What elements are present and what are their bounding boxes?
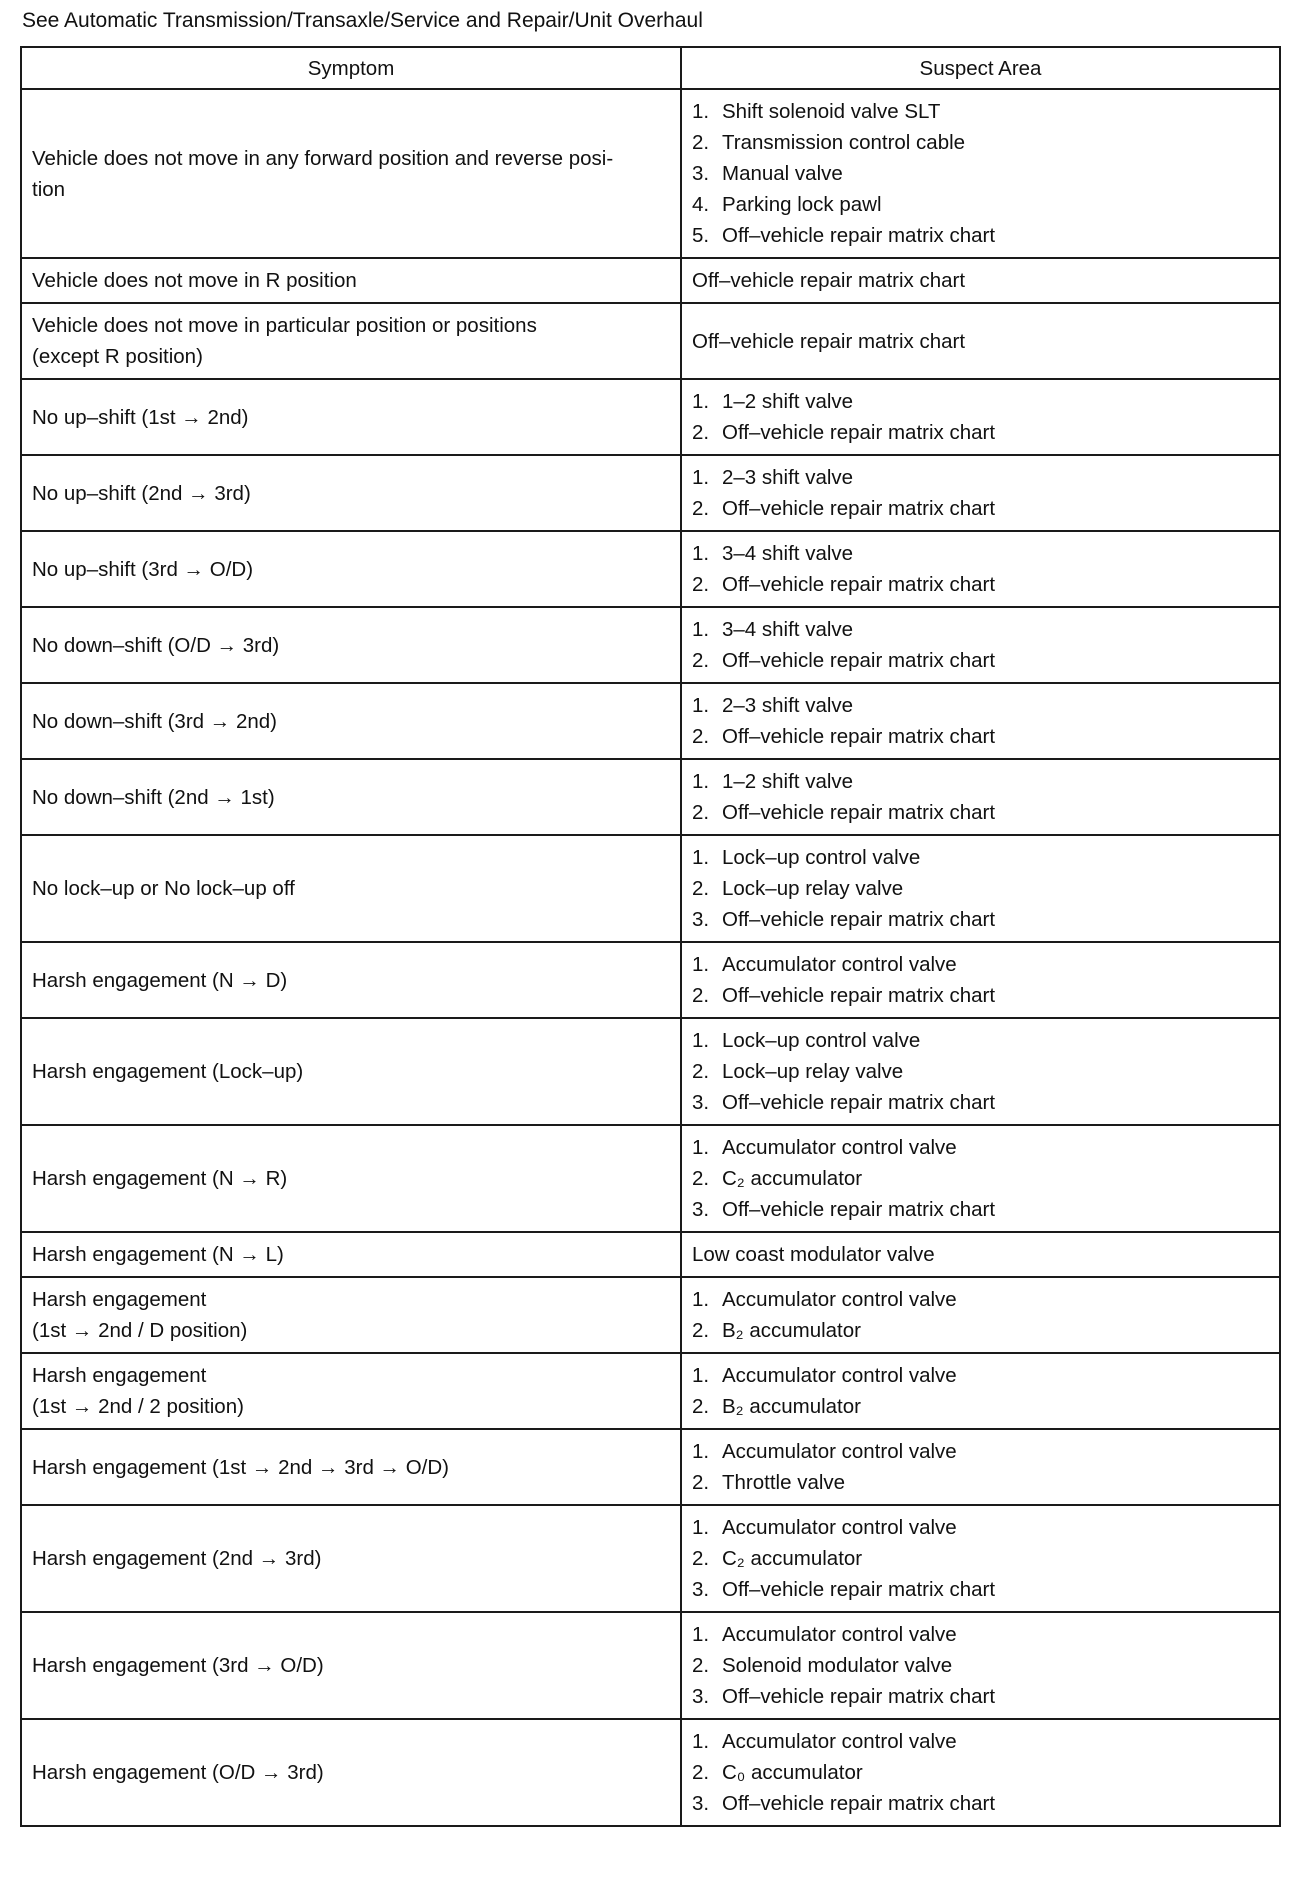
item-number: 3. (692, 1685, 710, 1708)
item-number: 3. (692, 1091, 710, 1114)
item-number: 1. (692, 1440, 710, 1463)
suspect-area-list (692, 614, 1269, 676)
item-number: 1. (692, 846, 710, 869)
item-number: 2. (692, 421, 710, 444)
suspect-area-list (692, 538, 1269, 600)
symptom-text: No down–shift (3rd → 2nd) (32, 709, 277, 733)
table-row (21, 531, 1280, 607)
suspect-area-text: Off–vehicle repair matrix chart (692, 269, 966, 292)
list-item (692, 1391, 1269, 1422)
suspect-area-text: Off–vehicle repair matrix chart (722, 984, 996, 1007)
table-row (21, 1232, 1280, 1277)
symptom-cell (21, 89, 681, 258)
suspect-area-cell (681, 835, 1280, 942)
item-number: 1. (692, 694, 710, 717)
table-row (21, 1719, 1280, 1826)
table-body (21, 89, 1280, 1826)
list-item (692, 1574, 1269, 1605)
suspect-area-cell (681, 303, 1280, 379)
item-number: 3. (692, 1198, 710, 1221)
suspect-area-cell (681, 379, 1280, 455)
list-item (692, 766, 1269, 797)
symptom-cell (21, 1612, 681, 1719)
table-row (21, 759, 1280, 835)
symptom-cell (21, 1018, 681, 1125)
suspect-area-list (692, 1436, 1269, 1498)
suspect-area-cell (681, 1125, 1280, 1232)
list-item (692, 1543, 1269, 1574)
list-item (692, 158, 1269, 189)
suspect-area-text: Lock–up relay valve (722, 1060, 904, 1083)
item-number: 2. (692, 573, 710, 596)
suspect-area-text: Accumulator control valve (722, 1623, 957, 1646)
symptom-text: Harsh engagement (N → D) (32, 968, 288, 992)
symptom-text: Harsh engagement (N → R) (32, 1167, 288, 1190)
suspect-area-list (692, 1360, 1269, 1422)
symptom-cell (21, 1125, 681, 1232)
suspect-area-text: Off–vehicle repair matrix chart (722, 573, 996, 596)
suspect-area-text: Throttle valve (722, 1471, 846, 1494)
suspect-area-cell (681, 89, 1280, 258)
table-row (21, 1505, 1280, 1612)
list-item (692, 690, 1269, 721)
item-number: 1. (692, 390, 710, 413)
suspect-area-text: B₂ accumulator (722, 1395, 861, 1418)
symptom-text: No up–shift (1st → 2nd) (32, 405, 249, 429)
symptom-text: (except R position) (32, 345, 203, 368)
suspect-area-text: Off–vehicle repair matrix chart (722, 497, 996, 520)
suspect-area-text: Off–vehicle repair matrix chart (722, 1198, 996, 1221)
list-item (692, 904, 1269, 935)
suspect-area-text: Accumulator control valve (722, 1440, 957, 1463)
symptom-cell (21, 1232, 681, 1277)
suspect-area-column-header: Suspect Area (681, 47, 1280, 89)
list-item (692, 842, 1269, 873)
suspect-area-cell (681, 1353, 1280, 1429)
list-item (692, 1650, 1269, 1681)
list-item (692, 569, 1269, 600)
suspect-area-text: Solenoid modulator valve (722, 1654, 953, 1677)
suspect-area-cell (681, 1505, 1280, 1612)
suspect-area-text: Lock–up control valve (722, 1029, 921, 1052)
suspect-area-text: C₂ accumulator (722, 1547, 863, 1570)
item-number: 2. (692, 1654, 710, 1677)
symptom-cell (21, 1429, 681, 1505)
suspect-area-text: Off–vehicle repair matrix chart (692, 329, 966, 353)
suspect-area-cell (681, 607, 1280, 683)
item-number: 1. (692, 770, 710, 793)
list-item (692, 189, 1269, 220)
table-row (21, 683, 1280, 759)
symptom-cell (21, 1505, 681, 1612)
symptom-cell (21, 258, 681, 303)
symptom-cell (21, 1353, 681, 1429)
item-number: 1. (692, 1730, 710, 1753)
suspect-area-text: Transmission control cable (722, 131, 966, 154)
table-row (21, 1612, 1280, 1719)
suspect-area-cell (681, 1277, 1280, 1353)
list-item (692, 614, 1269, 645)
suspect-area-list (692, 766, 1269, 828)
list-item (692, 1025, 1269, 1056)
suspect-area-list (692, 1726, 1269, 1819)
list-item (692, 220, 1269, 251)
symptom-text: Vehicle does not move in particular position or positions (32, 314, 537, 337)
suspect-area-list (692, 1284, 1269, 1346)
item-number: 1. (692, 1029, 710, 1052)
item-number: 2. (692, 1319, 710, 1342)
item-number: 1. (692, 100, 710, 123)
suspect-area-list (692, 1619, 1269, 1712)
item-number: 2. (692, 131, 710, 154)
suspect-area-text: Off–vehicle repair matrix chart (722, 1685, 996, 1708)
suspect-area-list (692, 462, 1269, 524)
suspect-area-text: 1–2 shift valve (722, 390, 854, 413)
suspect-area-text: Off–vehicle repair matrix chart (722, 1578, 996, 1601)
suspect-area-list (692, 96, 1269, 251)
suspect-area-text: Off–vehicle repair matrix chart (722, 801, 996, 824)
suspect-area-text: Accumulator control valve (722, 953, 957, 976)
item-number: 1. (692, 618, 710, 641)
suspect-area-text: Accumulator control valve (722, 1288, 957, 1311)
symptom-text: No up–shift (2nd → 3rd) (32, 481, 251, 505)
item-number: 2. (692, 1060, 710, 1083)
list-item (692, 645, 1269, 676)
list-item (692, 1194, 1269, 1225)
suspect-area-cell (681, 683, 1280, 759)
suspect-area-cell (681, 455, 1280, 531)
list-item (692, 1512, 1269, 1543)
suspect-area-cell (681, 1719, 1280, 1826)
item-number: 3. (692, 162, 710, 185)
table-header-row (21, 47, 1280, 89)
list-item (692, 1619, 1269, 1650)
item-number: 1. (692, 1288, 710, 1311)
item-number: 1. (692, 466, 710, 489)
suspect-area-cell (681, 531, 1280, 607)
item-number: 1. (692, 1623, 710, 1646)
table-row (21, 1277, 1280, 1353)
item-number: 1. (692, 1516, 710, 1539)
list-item (692, 980, 1269, 1011)
list-item (692, 127, 1269, 158)
list-item (692, 949, 1269, 980)
list-item (692, 1087, 1269, 1118)
suspect-area-text: Off–vehicle repair matrix chart (722, 421, 996, 444)
suspect-area-text: Off–vehicle repair matrix chart (722, 908, 996, 931)
suspect-area-text: Lock–up relay valve (722, 877, 904, 900)
symptom-text: Vehicle does not move in R position (32, 269, 357, 292)
symptom-text: No up–shift (3rd → O/D) (32, 557, 254, 581)
list-item (692, 1163, 1269, 1194)
list-item (692, 1132, 1269, 1163)
suspect-area-list (692, 1132, 1269, 1225)
suspect-area-text: 3–4 shift valve (722, 542, 854, 565)
list-item (692, 1360, 1269, 1391)
symptom-cell (21, 607, 681, 683)
symptom-cell (21, 303, 681, 379)
list-item (692, 1726, 1269, 1757)
table-row (21, 1353, 1280, 1429)
list-item (692, 721, 1269, 752)
table-row (21, 379, 1280, 455)
table-row (21, 89, 1280, 258)
list-item (692, 1436, 1269, 1467)
suspect-area-text: Lock–up control valve (722, 846, 921, 869)
item-number: 2. (692, 1761, 710, 1784)
table-row (21, 1429, 1280, 1505)
item-number: 5. (692, 224, 710, 247)
suspect-area-cell (681, 1232, 1280, 1277)
table-row (21, 303, 1280, 379)
table-row (21, 258, 1280, 303)
symptom-cell (21, 1277, 681, 1353)
list-item (692, 1681, 1269, 1712)
suspect-area-text: Parking lock pawl (722, 193, 882, 216)
symptom-text: Harsh engagement (1st → 2nd → 3rd → O/D) (32, 1455, 450, 1479)
suspect-area-text: C₂ accumulator (722, 1167, 863, 1190)
item-number: 2. (692, 1547, 710, 1570)
list-item (692, 1788, 1269, 1819)
list-item (692, 417, 1269, 448)
symptom-cell (21, 531, 681, 607)
item-number: 1. (692, 1364, 710, 1387)
item-number: 2. (692, 497, 710, 520)
symptom-cell (21, 1719, 681, 1826)
suspect-area-text: Off–vehicle repair matrix chart (722, 649, 996, 672)
suspect-area-list (692, 949, 1269, 1011)
symptom-text: No down–shift (2nd → 1st) (32, 785, 275, 809)
list-item (692, 1467, 1269, 1498)
item-number: 2. (692, 877, 710, 900)
list-item (692, 538, 1269, 569)
symptom-text: Vehicle does not move in any forward position and reverse posi- (32, 146, 614, 170)
table-row (21, 607, 1280, 683)
list-item (692, 1757, 1269, 1788)
symptom-text: Harsh engagement (N → L) (32, 1243, 284, 1266)
table-row (21, 835, 1280, 942)
suspect-area-list (692, 842, 1269, 935)
table-row (21, 942, 1280, 1018)
suspect-area-text: Off–vehicle repair matrix chart (722, 1792, 996, 1815)
symptom-text: Harsh engagement (Lock–up) (32, 1060, 304, 1083)
list-item (692, 493, 1269, 524)
symptom-text: Harsh engagement (32, 1288, 207, 1311)
symptom-cell (21, 379, 681, 455)
symptom-text: Harsh engagement (3rd → O/D) (32, 1654, 324, 1677)
item-number: 3. (692, 1578, 710, 1601)
item-number: 2. (692, 1167, 710, 1190)
item-number: 1. (692, 953, 710, 976)
suspect-area-cell (681, 942, 1280, 1018)
symptom-text: Harsh engagement (32, 1364, 207, 1387)
suspect-area-text: C₀ accumulator (722, 1761, 863, 1784)
suspect-area-cell (681, 1612, 1280, 1719)
suspect-area-text: Off–vehicle repair matrix chart (722, 224, 996, 247)
suspect-area-text: Accumulator control valve (722, 1730, 957, 1753)
item-number: 2. (692, 801, 710, 824)
list-item (692, 797, 1269, 828)
suspect-area-text: Accumulator control valve (722, 1364, 957, 1387)
item-number: 2. (692, 1471, 710, 1494)
suspect-area-text: 2–3 shift valve (722, 466, 854, 489)
suspect-area-text: 3–4 shift valve (722, 618, 854, 641)
symptom-text: (1st → 2nd / 2 position) (32, 1395, 244, 1418)
symptom-text: No lock–up or No lock–up off (32, 877, 295, 900)
suspect-area-text: 2–3 shift valve (722, 694, 854, 717)
list-item (692, 1284, 1269, 1315)
list-item (692, 1056, 1269, 1087)
symptom-text: No down–shift (O/D → 3rd) (32, 633, 280, 657)
item-number: 2. (692, 984, 710, 1007)
suspect-area-list (692, 1025, 1269, 1118)
symptom-cell (21, 683, 681, 759)
suspect-area-text: Accumulator control valve (722, 1516, 957, 1539)
symptom-text: Harsh engagement (2nd → 3rd) (32, 1547, 322, 1570)
item-number: 3. (692, 908, 710, 931)
suspect-area-list (692, 690, 1269, 752)
symptom-text: (1st → 2nd / D position) (32, 1319, 248, 1342)
suspect-area-text: 1–2 shift valve (722, 770, 854, 793)
suspect-area-text: Off–vehicle repair matrix chart (722, 725, 996, 748)
symptom-cell (21, 942, 681, 1018)
suspect-area-cell (681, 1429, 1280, 1505)
suspect-area-text: Low coast modulator valve (692, 1243, 935, 1266)
item-number: 2. (692, 725, 710, 748)
table-row (21, 1018, 1280, 1125)
suspect-area-list (692, 1512, 1269, 1605)
symptom-cell (21, 835, 681, 942)
item-number: 2. (692, 1395, 710, 1418)
page-caption: See Automatic Transmission/Transaxle/Service and Repair/Unit Overhaul (22, 9, 703, 32)
list-item (692, 873, 1269, 904)
suspect-area-text: Shift solenoid valve SLT (722, 100, 941, 123)
list-item (692, 386, 1269, 417)
item-number: 4. (692, 193, 710, 216)
suspect-area-cell (681, 759, 1280, 835)
table-row (21, 1125, 1280, 1232)
list-item (692, 1315, 1269, 1346)
item-number: 3. (692, 1792, 710, 1815)
symptom-table (20, 46, 1281, 1827)
suspect-area-cell (681, 1018, 1280, 1125)
item-number: 1. (692, 1136, 710, 1159)
list-item (692, 462, 1269, 493)
suspect-area-list (692, 386, 1269, 448)
suspect-area-text: Off–vehicle repair matrix chart (722, 1091, 996, 1114)
table-row (21, 455, 1280, 531)
symptom-text: tion (32, 177, 66, 201)
suspect-area-text: B₂ accumulator (722, 1319, 861, 1342)
item-number: 2. (692, 649, 710, 672)
suspect-area-text: Manual valve (722, 162, 843, 185)
suspect-area-text: Accumulator control valve (722, 1136, 957, 1159)
list-item (692, 96, 1269, 127)
symptom-cell (21, 455, 681, 531)
item-number: 1. (692, 542, 710, 565)
symptom-column-header: Symptom (21, 47, 681, 89)
symptom-cell (21, 759, 681, 835)
symptom-text: Harsh engagement (O/D → 3rd) (32, 1761, 324, 1784)
suspect-area-cell (681, 258, 1280, 303)
